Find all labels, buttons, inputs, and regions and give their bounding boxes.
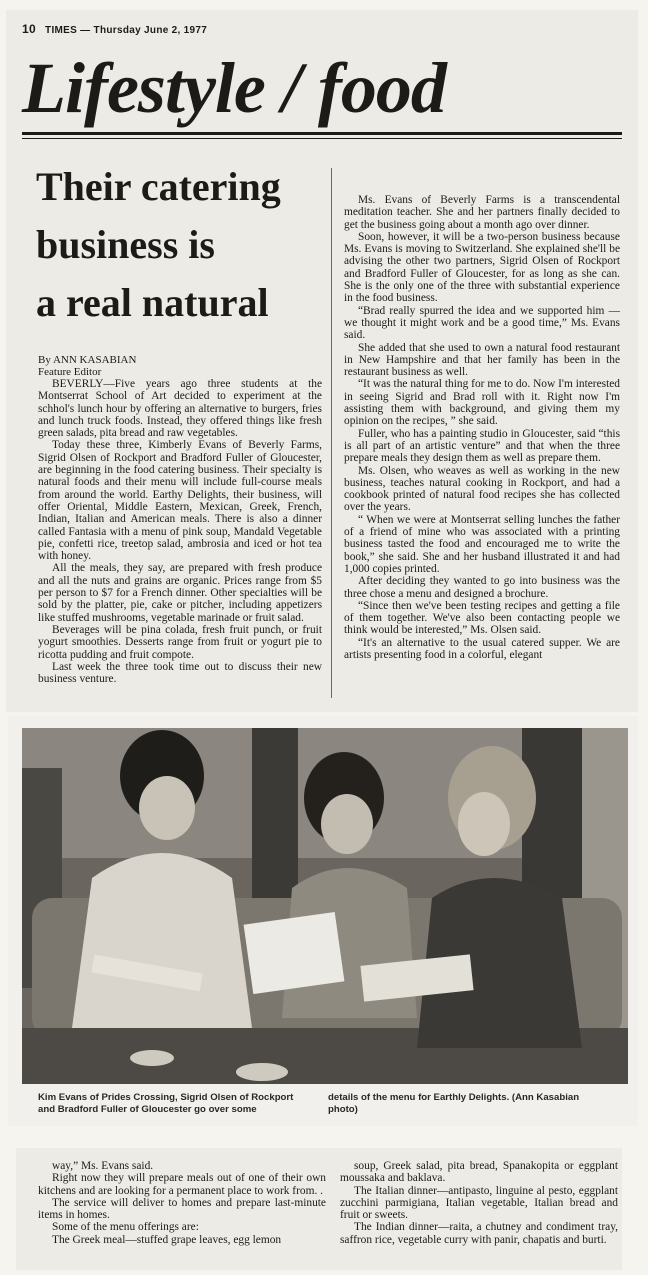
paragraph: “Brad really spurred the idea and we supported him — we thought it might work and be a good time,” Ms. Evans said. — [344, 304, 620, 342]
continuation-column-right — [340, 1160, 618, 1246]
photo-caption-left: Kim Evans of Prides Crossing, Sigrid Olsen of Rockport and Bradford Fuller of Gloucester go over some — [38, 1092, 294, 1115]
paragraph: BEVERLY—Five years ago three students at the Montserrat School of Art decided to experiment at the schhol's lunch hour by offering an alternative to burgers, fries and lunch truck foods. Instead, they offered things like fresh green salads, pita bread and raw vegetables. — [38, 378, 322, 440]
paragraph: Last week the three took time out to discuss their new business venture. — [38, 660, 322, 686]
paragraph: soup, Greek salad, pita bread, Spanakopita or eggplant moussaka and baklava. — [340, 1160, 618, 1185]
paragraph: Beverages will be pina colada, fresh fruit punch, or fruit yogurt smoothies. Desserts range from fruit or yogurt pie to ricotta pudding and fruit compote. — [38, 623, 322, 661]
paragraph: Fuller, who has a painting studio in Gloucester, said “this is all part of an artistic venture” and that when the three prepare meals they design them as well as prepare them. — [344, 427, 620, 465]
photo-caption-right: details of the menu for Earthly Delights. (Ann Kasabian photo) — [328, 1092, 580, 1115]
masthead-line: TIMES — Thursday June 2, 1977 — [45, 25, 208, 36]
article-column-left — [38, 378, 322, 685]
paragraph: Ms. Evans of Beverly Farms is a transcendental meditation teacher. She and her partners finally decided to get the business going about a month ago over dinner. — [344, 194, 620, 231]
byline-role: Feature Editor — [38, 366, 102, 378]
paragraph: All the meals, they say, are prepared with fresh produce and all the nuts and grains are organic. Prices range from $5 per person to $7 for a French dinner. Other specialties will be sold by the platter, pie, cake or pitcher, including appetizers like stuffed mushrooms, vegetable marinade or fruit salad. — [38, 562, 322, 624]
paragraph: The service will deliver to homes and prepare last-minute items in homes. — [38, 1196, 326, 1222]
paragraph: Today these three, Kimberly Evans of Beverly Farms, Sigrid Olsen of Rockport and Bradford Fuller of Gloucester, are beginning in the food catering business. Their specialty is natural foods and their menu will include full-course meals from around the world. Earthy Delights, their business, will offer Oriental, Middle Eastern, Mexican, Greek, French, Indian, Italian and American meals. There is also a dinner called Fantasia with a menu of pink soup, Mandald Vegetable pie, confetti rice, treetop salad, ambrosia and iced or hot tea with honey. — [38, 439, 322, 563]
byline-author: By ANN KASABIAN — [38, 354, 137, 366]
photo — [22, 728, 628, 1084]
continuation-column-left — [38, 1160, 326, 1246]
paragraph: “It was the natural thing for me to do. Now I'm interested in seeing Sigrid and Brad roll with it. Right now I'm assisting them with background, and giving them my opinion on the recipes, ” she said. — [344, 378, 620, 428]
paragraph: Soon, however, it will be a two-person business because Ms. Evans is moving to Switzerland. She explained she'll be advising the other two partners, Sigrid Olsen of Rockport and Bradford Fuller of Gloucester, for as long as she can. She is the only one of the three with substantial experience in the food business. — [344, 230, 620, 305]
paragraph: The Italian dinner—antipasto, linguine al pesto, eggplant zucchini parmigiana, Italian vegetable, Italian bread and fruit or sweets. — [340, 1184, 618, 1222]
section-rule-thin — [22, 138, 622, 139]
section-rule — [22, 132, 622, 135]
masthead — [22, 22, 207, 36]
paragraph: way,” Ms. Evans said. — [52, 1160, 154, 1172]
photo-illustration — [22, 728, 628, 1084]
paragraph: “It's an alternative to the usual catered supper. We are artists presenting food in a colorful, elegant — [344, 636, 620, 661]
column-divider — [331, 168, 332, 698]
paragraph: The Greek meal—stuffed grape leaves, egg lemon — [52, 1233, 282, 1246]
paragraph: “ When we were at Montserrat selling lunches the father of a friend of mine who was associated with a printing business tasted the food and encouraged me to write the book,” she said. She and her husband illustrated it and had 1,000 copies printed. — [344, 513, 620, 575]
headline-line: a real natural — [36, 280, 269, 325]
headline-line: Their catering — [36, 164, 281, 209]
paragraph: Right now they will prepare meals out of one of their own kitchens and are looking for a permanent place to work from. . — [38, 1172, 326, 1197]
paragraph: “Since then we've been testing recipes and getting a file of them together. We've also been contacting people we think would be interested,” Ms. Olsen said. — [344, 599, 620, 637]
headline — [36, 158, 326, 332]
paragraph: She added that she used to own a natural food restaurant in New Hampshire and that her family has been in the restaurant business as well. — [344, 341, 620, 379]
article-column-right — [344, 194, 620, 661]
paragraph: The Indian dinner—raita, a chutney and condiment tray, saffron rice, vegetable curry with panir, chapatis and burti. — [340, 1221, 618, 1246]
paragraph: Some of the menu offerings are: — [52, 1221, 199, 1234]
section-title: Lifestyle / food — [22, 48, 446, 128]
page-number: 10 — [22, 22, 36, 36]
headline-line: business is — [36, 222, 215, 267]
paragraph: Ms. Olsen, who weaves as well as working in the new business, teaches natural cooking in Rockport, and had a cookbook printed of natural food recipes she has collected over the years. — [344, 464, 620, 514]
paragraph: After deciding they wanted to go into business was the three chose a menu and designed a brochure. — [344, 575, 620, 600]
byline — [38, 354, 136, 378]
